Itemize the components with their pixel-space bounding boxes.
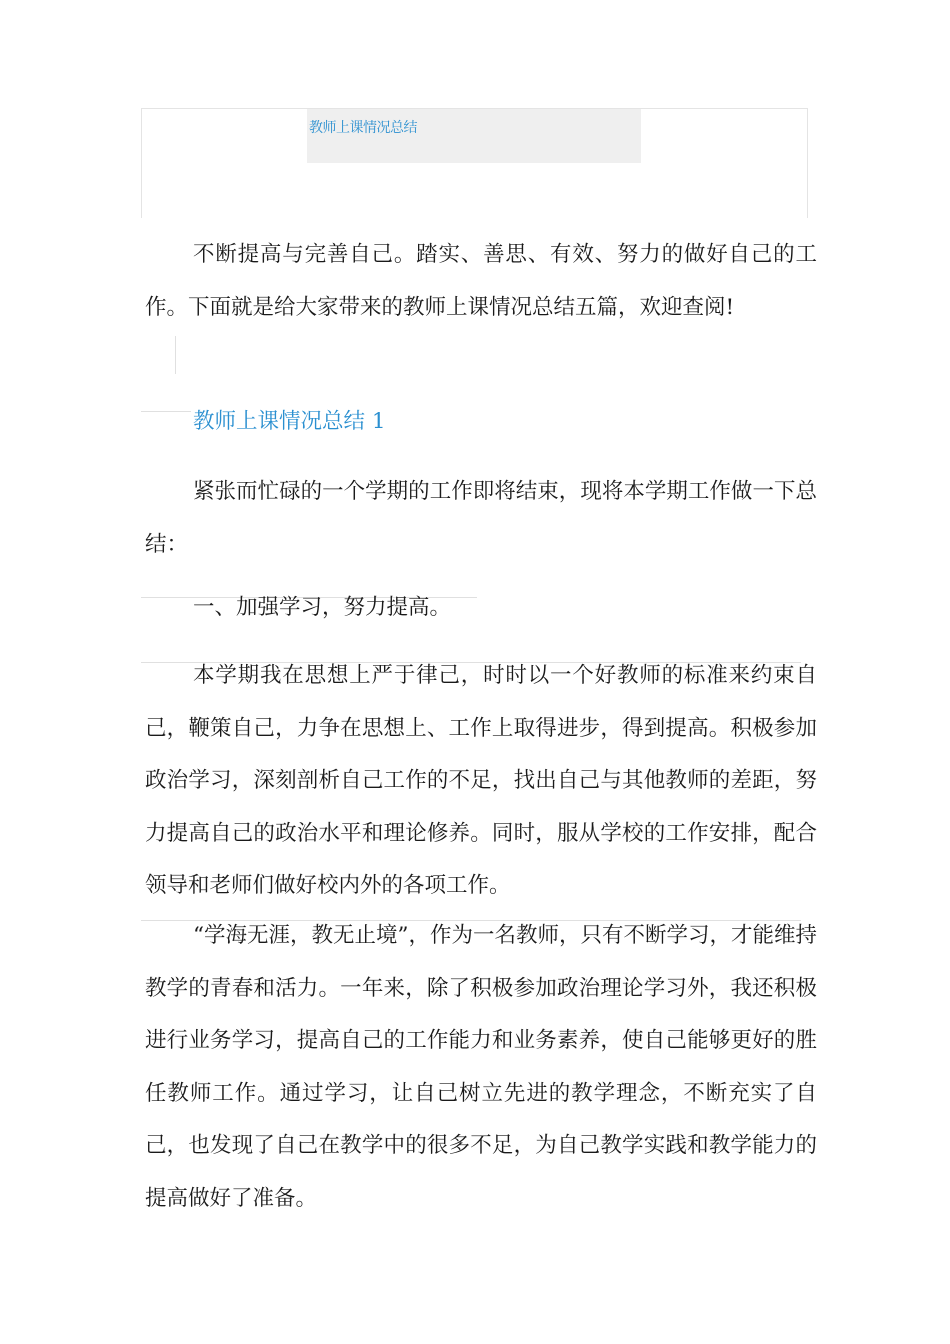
heading-leader-line [141, 411, 191, 412]
intro-paragraph: 不断提高与完善自己。踏实、善思、有效、努力的做好自己的工作。下面就是给大家带来的教师上课情况总结五篇，欢迎查阅! [145, 242, 817, 320]
paragraph-3: 本学期我在思想上严于律己，时时以一个好教师的标准来约束自己，鞭策自己，力争在思想上、工作上取得进步，得到提高。积极参加政治学习，深刻剖析自己工作的不足，找出自己与其他教师的差距，努力提高自己的政治水平和理论修养。同时，服从学校的工作安排，配合领导和老师们做好校内外的各项工作。 [145, 663, 817, 898]
paragraph-end-mark [175, 336, 176, 374]
paragraph-4: “学海无涯，教无止境”，作为一名教师，只有不断学习，才能维持教学的青春和活力。一年来，除了积极参加政治理论学习外，我还积极进行业务学习，提高自己的工作能力和业务素养，使自己能够更好的胜任教师工作。通过学习，让自己树立先进的教学理念，不断充实了自己，也发现了自己在教学中的很多不足，为自己教学实践和教学能力的提高做好了准备。 [145, 923, 817, 1211]
header-title: 教师上课情况总结 [309, 120, 417, 136]
paragraph-1: 紧张而忙碌的一个学期的工作即将结束，现将本学期工作做一下总结： [145, 479, 817, 557]
paragraph-2: 一、加强学习，努力提高。 [193, 595, 452, 620]
section-heading: 教师上课情况总结 1 [193, 409, 386, 434]
